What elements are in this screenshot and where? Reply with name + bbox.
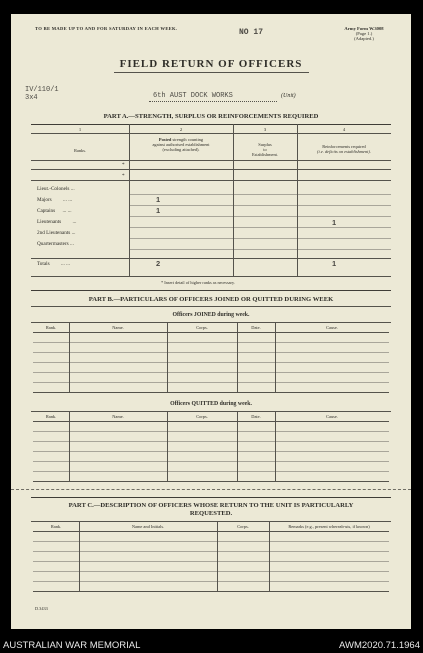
partc-col-rank: Rank.	[50, 524, 62, 529]
col-divider	[269, 521, 270, 591]
rank-label: Majors	[37, 197, 52, 203]
instruction-text: TO BE MADE UP TO AND FOR SATURDAY IN EACH WEEK.	[35, 26, 178, 31]
surplus-header-line3: Establishment.	[252, 152, 278, 157]
army-form-number: Army Form W.3008	[344, 26, 384, 31]
rank-row-captains	[37, 208, 72, 214]
unit-label: (Unit)	[281, 93, 296, 99]
rank-row-majors	[37, 197, 72, 203]
part-b-top-rule	[31, 290, 391, 291]
rank-dots: ...	[69, 241, 74, 247]
army-form-label	[329, 26, 399, 41]
joined-col-date: Date.	[251, 325, 261, 330]
footer-accession-number: AWM2020.71.1964	[339, 640, 420, 651]
col-divider	[79, 521, 80, 591]
surplus-header-line2: to	[263, 147, 267, 152]
lieutenants-reinf-value: 1	[332, 218, 337, 227]
unit-underline	[149, 101, 277, 102]
row-rule	[129, 227, 391, 228]
row-rule	[129, 205, 391, 206]
row-rule	[33, 471, 389, 472]
footer-institution: AUSTRALIAN WAR MEMORIAL	[3, 640, 141, 651]
quitted-rule	[31, 411, 391, 412]
col-divider	[129, 124, 130, 276]
posted-header-line3: (excluding attached).	[162, 147, 200, 152]
rank-label: Quartermasters	[37, 241, 69, 247]
quitted-col-corps: Corps.	[196, 414, 208, 419]
header-bottom-rule	[31, 160, 391, 161]
joined-col-corps: Corps.	[196, 325, 208, 330]
quitted-col-date: Date.	[251, 414, 261, 419]
surplus-header	[233, 142, 297, 157]
asterisk-row-1: *	[122, 162, 125, 168]
quitted-col-name: Name.	[112, 414, 124, 419]
col-number-4: 4	[342, 127, 346, 132]
posted-header-bold: Posted	[158, 137, 172, 142]
joined-col-cause: Cause.	[326, 325, 338, 330]
form-number: NO 17	[239, 28, 264, 37]
rank-label: 2nd Lieutenants	[37, 230, 71, 236]
posted-header	[129, 137, 233, 152]
rank-dots: ...	[71, 230, 76, 236]
part-b-rule	[31, 306, 391, 307]
footnote: * Insert detail of higher ranks as necessary.	[161, 280, 235, 285]
army-form-adapted: (Adapted.)	[354, 36, 374, 41]
part-c-heading	[31, 502, 391, 518]
col-number-1: 1	[78, 127, 82, 132]
form-sheet	[11, 14, 411, 629]
partc-col-remarks: Remarks (e.g., present whereab-uts, if known)	[288, 524, 370, 529]
rank-row-lt-colonels	[37, 186, 75, 192]
rank-row-2nd-lieutenants	[37, 230, 75, 236]
joined-col-rank: Rank.	[45, 325, 57, 330]
quitted-bottom-rule	[33, 481, 389, 482]
totals-label	[37, 261, 70, 267]
row-rule	[31, 180, 391, 181]
part-c-rule	[31, 521, 391, 522]
ranks-header: Ranks.	[73, 148, 87, 153]
row-rule	[33, 431, 389, 432]
col-divider	[167, 322, 168, 392]
totals-reinf-value: 1	[332, 259, 337, 268]
part-a-heading: PART A.—STRENGTH, SURPLUS OR REINFORCEMENTS REQUIRED	[103, 113, 319, 120]
row-rule	[33, 441, 389, 442]
partc-col-name: Name and Initials.	[131, 524, 165, 529]
part-c-heading-line2: REQUESTED.	[189, 510, 233, 517]
row-rule	[33, 451, 389, 452]
col-divider	[237, 322, 238, 392]
title-underline	[114, 72, 309, 73]
col-number-rule	[31, 133, 391, 134]
reinf-header-line2: (i.e. deficits on establishment).	[317, 149, 371, 154]
col-divider	[237, 411, 238, 481]
perforation-line	[11, 489, 411, 490]
form-code: D.3433	[35, 606, 48, 611]
joined-header-rule	[33, 332, 389, 333]
joined-col-name: Name.	[112, 325, 124, 330]
rank-dots: ...	[72, 219, 77, 225]
joined-rule	[31, 322, 391, 323]
asterisk-row-2: *	[122, 173, 125, 179]
surplus-header-line1: Surplus	[258, 142, 272, 147]
reinforcements-header	[297, 144, 391, 154]
posted-header-rest: strength counting	[172, 137, 204, 142]
rank-row-lieutenants	[37, 219, 76, 225]
row-rule	[33, 571, 389, 572]
row-rule	[129, 249, 391, 250]
joined-heading: Officers JOINED during week.	[172, 312, 250, 318]
row-rule	[33, 342, 389, 343]
row-rule	[33, 581, 389, 582]
page-title: FIELD RETURN OF OFFICERS	[119, 58, 303, 70]
col-divider	[167, 411, 168, 481]
row-rule	[33, 352, 389, 353]
row-rule	[33, 362, 389, 363]
totals-posted-value: 2	[156, 259, 161, 268]
unit-code-line2: 3x4	[25, 94, 38, 102]
row-rule	[129, 238, 391, 239]
rank-row-quartermasters	[37, 241, 74, 247]
part-c-heading-line1: PART C.—DESCRIPTION OF OFFICERS WHOSE RETURN TO THE UNIT IS PARTICULARLY	[68, 502, 354, 509]
row-rule	[33, 551, 389, 552]
army-form-page: (Page 1.)	[355, 31, 373, 36]
unit-code	[25, 86, 59, 102]
row-rule	[33, 561, 389, 562]
partc-col-corps: Corps.	[237, 524, 249, 529]
col-divider	[217, 521, 218, 591]
row-rule	[33, 461, 389, 462]
row-rule	[31, 169, 391, 170]
reinf-header-line1: Reinforcements required	[322, 144, 366, 149]
joined-bottom-rule	[33, 392, 389, 393]
col-divider	[69, 411, 70, 481]
part-a-top-rule	[31, 124, 391, 125]
col-divider	[69, 322, 70, 392]
rank-dots: ...	[70, 186, 75, 192]
col-number-3: 3	[263, 127, 267, 132]
part-b-heading: PART B.—PARTICULARS OF OFFICERS JOINED OR QUITTED DURING WEEK	[88, 296, 334, 303]
majors-posted-value: 1	[156, 195, 161, 204]
rank-label: Lieutenants	[37, 219, 62, 225]
quitted-col-cause: Cause.	[326, 414, 338, 419]
posted-header-line2: against authorised establishment	[152, 142, 210, 147]
totals-top-rule	[31, 258, 391, 259]
totals-text: Totals	[37, 261, 50, 267]
totals-bottom-rule	[31, 276, 391, 277]
rank-label: Lieut.-Colonels	[37, 186, 70, 192]
unit-code-line1: IV/110/1	[25, 86, 59, 94]
row-rule	[129, 216, 391, 217]
captains-posted-value: 1	[156, 206, 161, 215]
quitted-col-rank: Rank.	[45, 414, 57, 419]
row-rule	[33, 382, 389, 383]
rank-dots: ... ...	[62, 208, 72, 214]
rank-label: Captains	[37, 208, 56, 214]
row-rule	[33, 541, 389, 542]
unit-name: 6th AUST DOCK WORKS	[153, 92, 233, 100]
col-divider	[275, 411, 276, 481]
quitted-heading: Officers QUITTED during week.	[170, 401, 252, 407]
col-divider	[297, 124, 298, 276]
part-c-top-rule	[31, 497, 391, 498]
col-divider	[275, 322, 276, 392]
row-rule	[33, 372, 389, 373]
row-rule	[129, 194, 391, 195]
col-number-2: 2	[179, 127, 183, 132]
col-divider	[233, 124, 234, 276]
totals-dots: ... ...	[60, 261, 70, 267]
rank-dots: ... ...	[63, 197, 73, 203]
partc-bottom-rule	[33, 591, 389, 592]
partc-header-rule	[33, 531, 389, 532]
quitted-header-rule	[33, 421, 389, 422]
